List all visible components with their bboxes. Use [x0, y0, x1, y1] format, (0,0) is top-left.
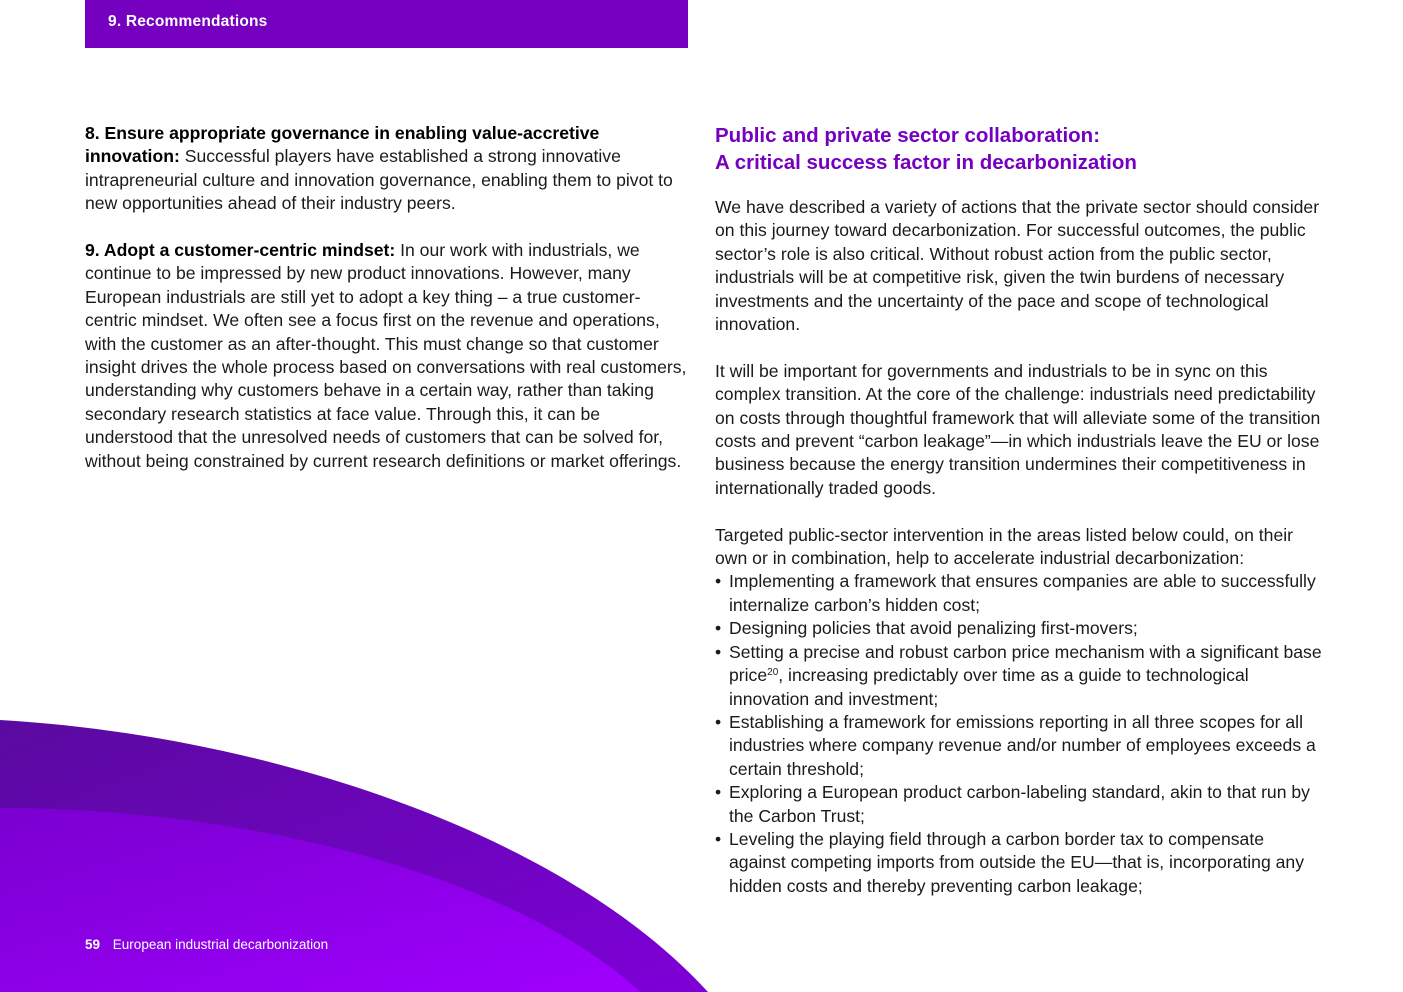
section-title: 9. Recommendations — [108, 13, 268, 30]
right-column — [715, 122, 1325, 898]
recommendation-9 — [85, 239, 690, 473]
left-column — [85, 122, 690, 496]
recommendation-8-body: Successful players have established a strong innovative intrapreneurial culture and innovation governance, enabling them to pivot to new opportunities ahead of their industry peers. — [85, 146, 673, 214]
paragraph-1: We have described a variety of actions that the private sector should consider on this journey toward decarbonization. For successful outcomes, the public sector’s role is also critical. Without robust action from the public sector, industrials will be at competitive risk, given the twin burdens of necessary investments and the uncertainty of the pace and scope of technological innovation. — [715, 197, 1320, 335]
paragraph-2: It will be important for governments and industrials to be in sync on this complex transition. At the core of the challenge: industrials need predictability on costs through thoughtful framework that will alleviate some of the transition costs and prevent “carbon leakage”—in which industrials leave the EU or lose business because the energy transition undermines their competitiveness in internationally traded goods. — [715, 360, 1321, 498]
bullet-icon: • — [715, 782, 722, 803]
bullet-icon: • — [715, 828, 722, 849]
footnote-ref-20[interactable]: 20 — [767, 667, 779, 679]
list-item: • Designing policies that avoid penalizing first-movers; — [715, 617, 1325, 640]
list-item: • Leveling the playing field through a carbon border tax to compensate against competing imports from outside the EU—that is, incorporating any hidden costs and thereby preventing carbon leakage; — [715, 828, 1305, 896]
paragraph-3: Targeted public-sector intervention in the areas listed below could, on their own or in combination, help to accelerate industrial decarbonization: — [715, 524, 1293, 569]
intervention-list — [715, 570, 1325, 898]
page-number: 59 — [85, 937, 101, 952]
list-item: • Exploring a European product carbon-labeling standard, akin to that run by the Carbon Trust; — [715, 782, 1310, 826]
list-item: • Establishing a framework for emissions reporting in all three scopes for all industries where company revenue and/or number of employees exceeds a certain threshold; — [715, 711, 1316, 779]
bullet-icon: • — [715, 571, 722, 592]
collaboration-heading-line2: A critical success factor in decarbonization — [715, 151, 1137, 174]
recommendation-9-body: In our work with industrials, we continue to be impressed by new product innovations. However, many European industrials are still yet to adopt a key thing – a true customer-centric mindset. We often see a focus first on the revenue and operations, with the customer as an after-thought. This must change so that customer insight drives the whole process based on conversations with real customers, understanding why customers behave in a certain way, rather than taking secondary research statistics at face value. Through this, it can be understood that the unresolved needs of customers that can be solved for, without being constrained by current research definitions or market offerings. — [85, 240, 687, 471]
list-item: • Implementing a framework that ensures companies are able to successfully internalize carbon’s hidden cost; — [715, 571, 1316, 615]
bullet-icon: • — [715, 618, 722, 639]
bullet-icon: • — [715, 711, 722, 732]
recommendation-8 — [85, 122, 690, 216]
recommendation-9-heading: 9. Adopt a customer-centric mindset: — [85, 240, 396, 261]
collaboration-heading-line1: Public and private sector collaboration: — [715, 124, 1101, 147]
recommendation-8-heading: 8. Ensure appropriate governance in enabling value-accretive innovation: — [85, 123, 600, 167]
collaboration-heading — [715, 122, 1325, 176]
page-footer — [85, 937, 328, 952]
report-title: European industrial decarbonization — [112, 937, 329, 952]
bullet-icon: • — [715, 641, 722, 662]
section-header-bar — [85, 0, 688, 48]
list-item: • Setting a precise and robust carbon price mechanism with a significant base price$^{20}$, increasing predictably over time as a guide to technological innovation and investment; — [715, 641, 1322, 709]
